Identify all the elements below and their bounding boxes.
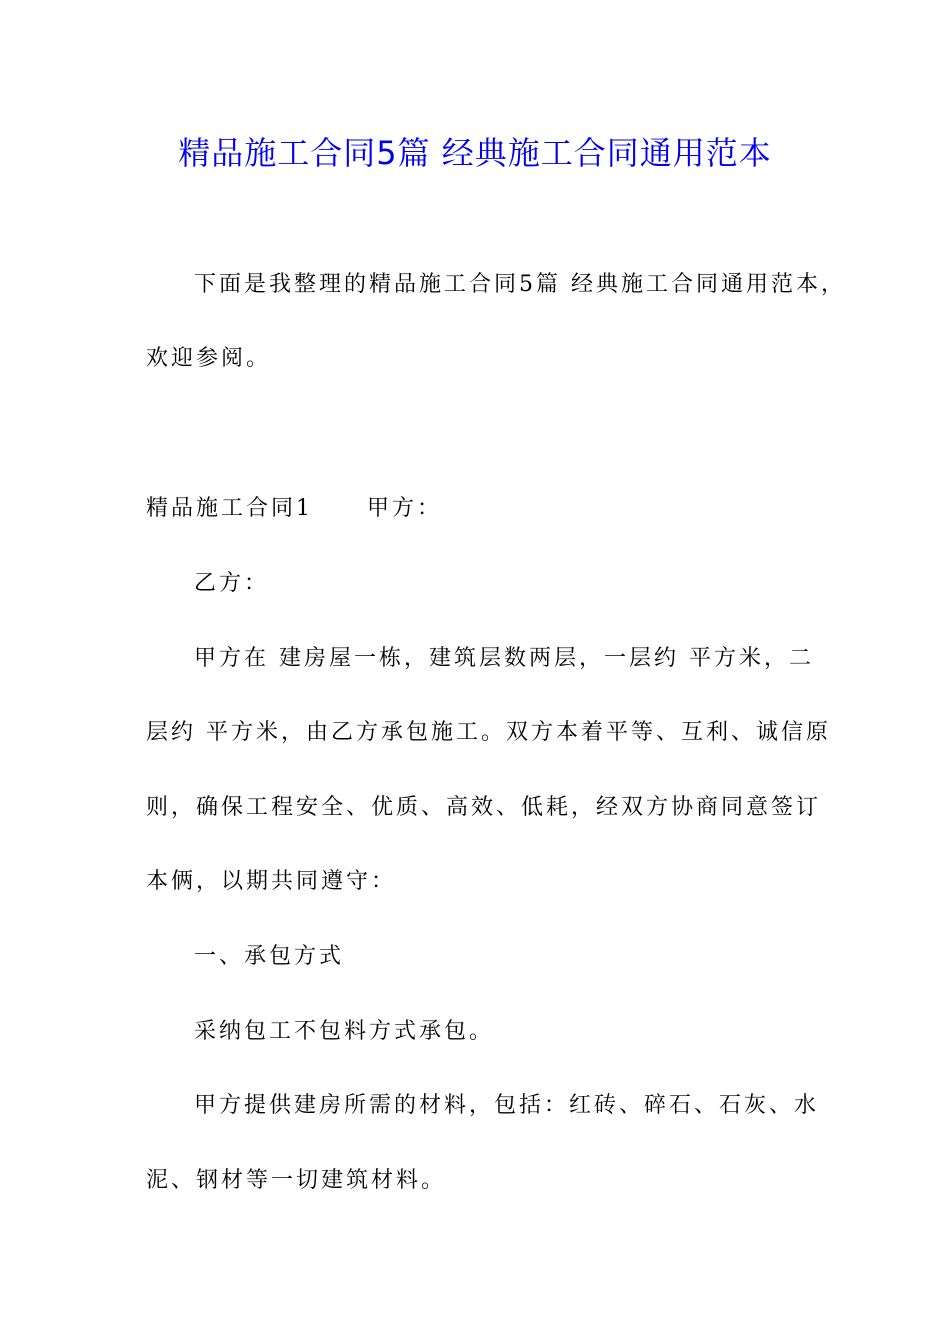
para1-line-3: 则，确保工程安全、优质、高效、低耗，经双方协商同意签订: [146, 795, 822, 820]
clause1-text: 采纳包工不包料方式承包。: [194, 1019, 495, 1044]
para1-line-1: 甲方在 建房屋一栋，建筑层数两层，一层约 平方米，二: [194, 646, 814, 671]
clause1-materials-line-2: 泥、钢材等一切建筑材料。: [146, 1168, 447, 1193]
clause1-heading: 一、承包方式: [194, 944, 345, 969]
intro-line-2: 欢迎参阅。: [146, 346, 272, 371]
party-b-label: 乙方：: [194, 571, 270, 596]
section-heading-row: [146, 494, 442, 524]
party-a-label: 甲方：: [367, 496, 443, 521]
section-heading: 精品施工合同1: [146, 496, 313, 521]
document-title: 精品施工合同5篇 经典施工合同通用范本: [178, 134, 772, 172]
para1-line-2: 层约 平方米，由乙方承包施工。双方本着平等、互利、诚信原: [146, 720, 831, 745]
intro-line-1: 下面是我整理的精品施工合同5篇 经典施工合同通用范本，: [194, 272, 846, 297]
para1-line-4: 本俩，以期共同遵守：: [146, 869, 397, 894]
clause1-materials-line-1: 甲方提供建房所需的材料，包括：红砖、碎石、石灰、水: [194, 1093, 820, 1118]
